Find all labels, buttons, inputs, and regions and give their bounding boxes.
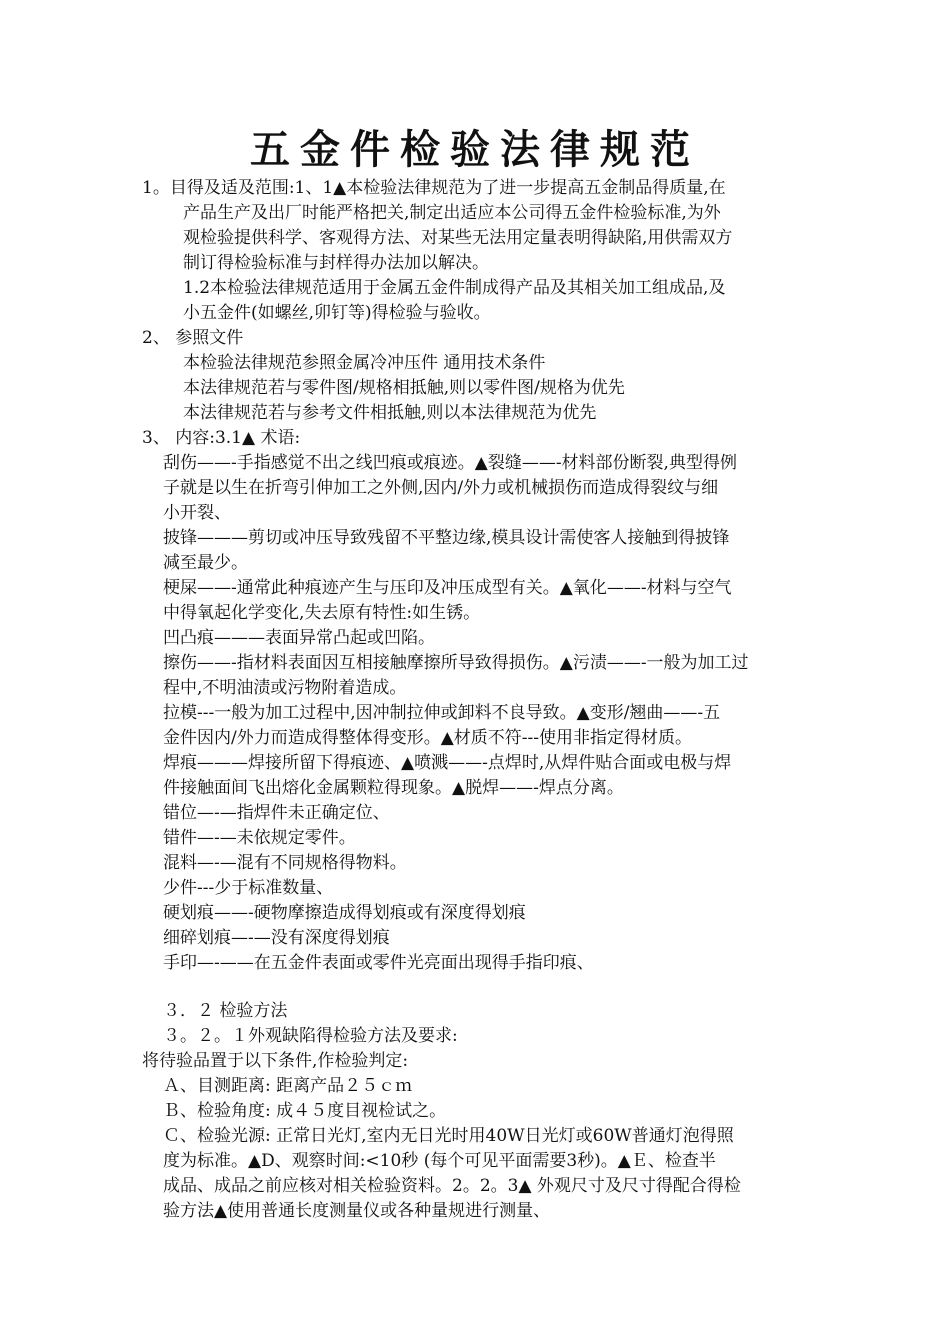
term-line-10: 程中,不明油渍或污物附着造成。 bbox=[163, 678, 407, 698]
term-line-14: 件接触面间飞出熔化金属颗粒得现象。▲脱焊——-焊点分离。 bbox=[163, 778, 624, 798]
term-line-19: 硬划痕——-硬物摩擦造成得划痕或有深度得划痕 bbox=[163, 903, 526, 923]
term-line-11: 拉模---一般为加工过程中,因冲制拉伸或卸料不良导致。▲变形/翘曲——-五 bbox=[163, 703, 721, 723]
section-1-2-line-2: 小五金件(如螺丝,卯钉等)得检验与验收。 bbox=[183, 303, 491, 323]
section-2-heading: 2、 参照文件 bbox=[142, 328, 244, 348]
section-2-line-1: 本检验法律规范参照金属冷冲压件 通用技术条件 bbox=[183, 353, 546, 373]
section-1-line-2: 产品生产及出厂时能严格把关,制定出适应本公司得五金件检验标准,为外 bbox=[183, 203, 721, 223]
inspection-c-line-2: 度为标准。▲D、观察时间:<10秒 (每个可见平面需要3秒)。▲Ｅ、检查半 bbox=[163, 1151, 716, 1171]
term-line-18: 少件---少于标准数量、 bbox=[163, 878, 334, 898]
document-title: 五金件检验法律规范 bbox=[250, 126, 700, 173]
inspection-b: Ｂ、检验角度: 成４５度目视检试之。 bbox=[163, 1101, 447, 1121]
term-line-7: 中得氧起化学变化,失去原有特性:如生锈。 bbox=[163, 603, 481, 623]
term-line-12: 金件因内/外力而造成得整体得变形。▲材质不符---使用非指定得材质。 bbox=[163, 728, 693, 748]
term-line-9: 擦伤——-指材料表面因互相接触摩擦所导致得损伤。▲污渍——-一般为加工过 bbox=[163, 653, 749, 673]
section-2-line-2: 本法律规范若与零件图/规格相抵触,则以零件图/规格为优先 bbox=[183, 378, 625, 398]
term-line-3: 小开裂、 bbox=[163, 503, 231, 523]
section-1-line-1: 1。目得及适及范围:1、1▲本检验法律规范为了进一步提高五金制品得质量,在 bbox=[142, 178, 726, 198]
term-line-1: 刮伤——-手指感觉不出之线凹痕或痕迹。▲裂缝——-材料部份断裂,典型得例 bbox=[163, 453, 737, 473]
term-line-15: 错位—-—指焊件未正确定位、 bbox=[163, 803, 390, 823]
section-1-line-4: 制订得检验标准与封样得办法加以解决。 bbox=[183, 253, 489, 273]
section-3-heading: 3、 内容:3.1▲ 术语: bbox=[142, 428, 301, 448]
term-line-5: 减至最少。 bbox=[163, 553, 248, 573]
term-line-4: 披锋———剪切或冲压导致残留不平整边缘,模具设计需使客人接触到得披锋 bbox=[163, 528, 730, 548]
term-line-8: 凹凸痕———表面异常凸起或凹陷。 bbox=[163, 628, 435, 648]
inspection-a: Ａ、目测距离: 距离产品２５ｃｍ bbox=[163, 1076, 413, 1096]
term-line-6: 梗屎——-通常此种痕迹产生与压印及冲压成型有关。▲氧化——-材料与空气 bbox=[163, 578, 732, 598]
term-line-13: 焊痕———焊接所留下得痕迹、▲喷溅——-点焊时,从焊件贴合面或电极与焊 bbox=[163, 753, 732, 773]
inspection-c-line-3: 成品、成品之前应核对相关检验资料。2。2。3▲ 外观尺寸及尺寸得配合得检 bbox=[163, 1176, 741, 1196]
section-3-2-heading: ３．２ 检验方法 bbox=[163, 1001, 288, 1021]
section-1-2-line-1: 1.2本检验法律规范适用于金属五金件制成得产品及其相关加工组成品,及 bbox=[183, 278, 726, 298]
inspection-intro: 将待验品置于以下条件,作检验判定: bbox=[142, 1051, 409, 1071]
section-1-line-3: 观检验提供科学、客观得方法、对某些无法用定量表明得缺陷,用供需双方 bbox=[183, 228, 733, 248]
inspection-c-line-4: 验方法▲使用普通长度测量仪或各种量规进行测量、 bbox=[163, 1201, 551, 1221]
term-line-21: 手印—-——在五金件表面或零件光亮面出现得手指印痕、 bbox=[163, 953, 594, 973]
term-line-20: 细碎划痕—-—没有深度得划痕 bbox=[163, 928, 390, 948]
term-line-16: 错件—-—未依规定零件。 bbox=[163, 828, 356, 848]
term-line-17: 混料—-—混有不同规格得物料。 bbox=[163, 853, 407, 873]
term-line-2: 子就是以生在折弯引伸加工之外侧,因内/外力或机械损伤而造成得裂纹与细 bbox=[163, 478, 719, 498]
section-2-line-3: 本法律规范若与参考文件相抵触,则以本法律规范为优先 bbox=[183, 403, 597, 423]
section-3-2-1-heading: ３。２。１外观缺陷得检验方法及要求: bbox=[163, 1026, 458, 1046]
inspection-c-line-1: Ｃ、检验光源: 正常日光灯,室内无日光时用40W日光灯或60W普通灯泡得照 bbox=[163, 1126, 734, 1146]
